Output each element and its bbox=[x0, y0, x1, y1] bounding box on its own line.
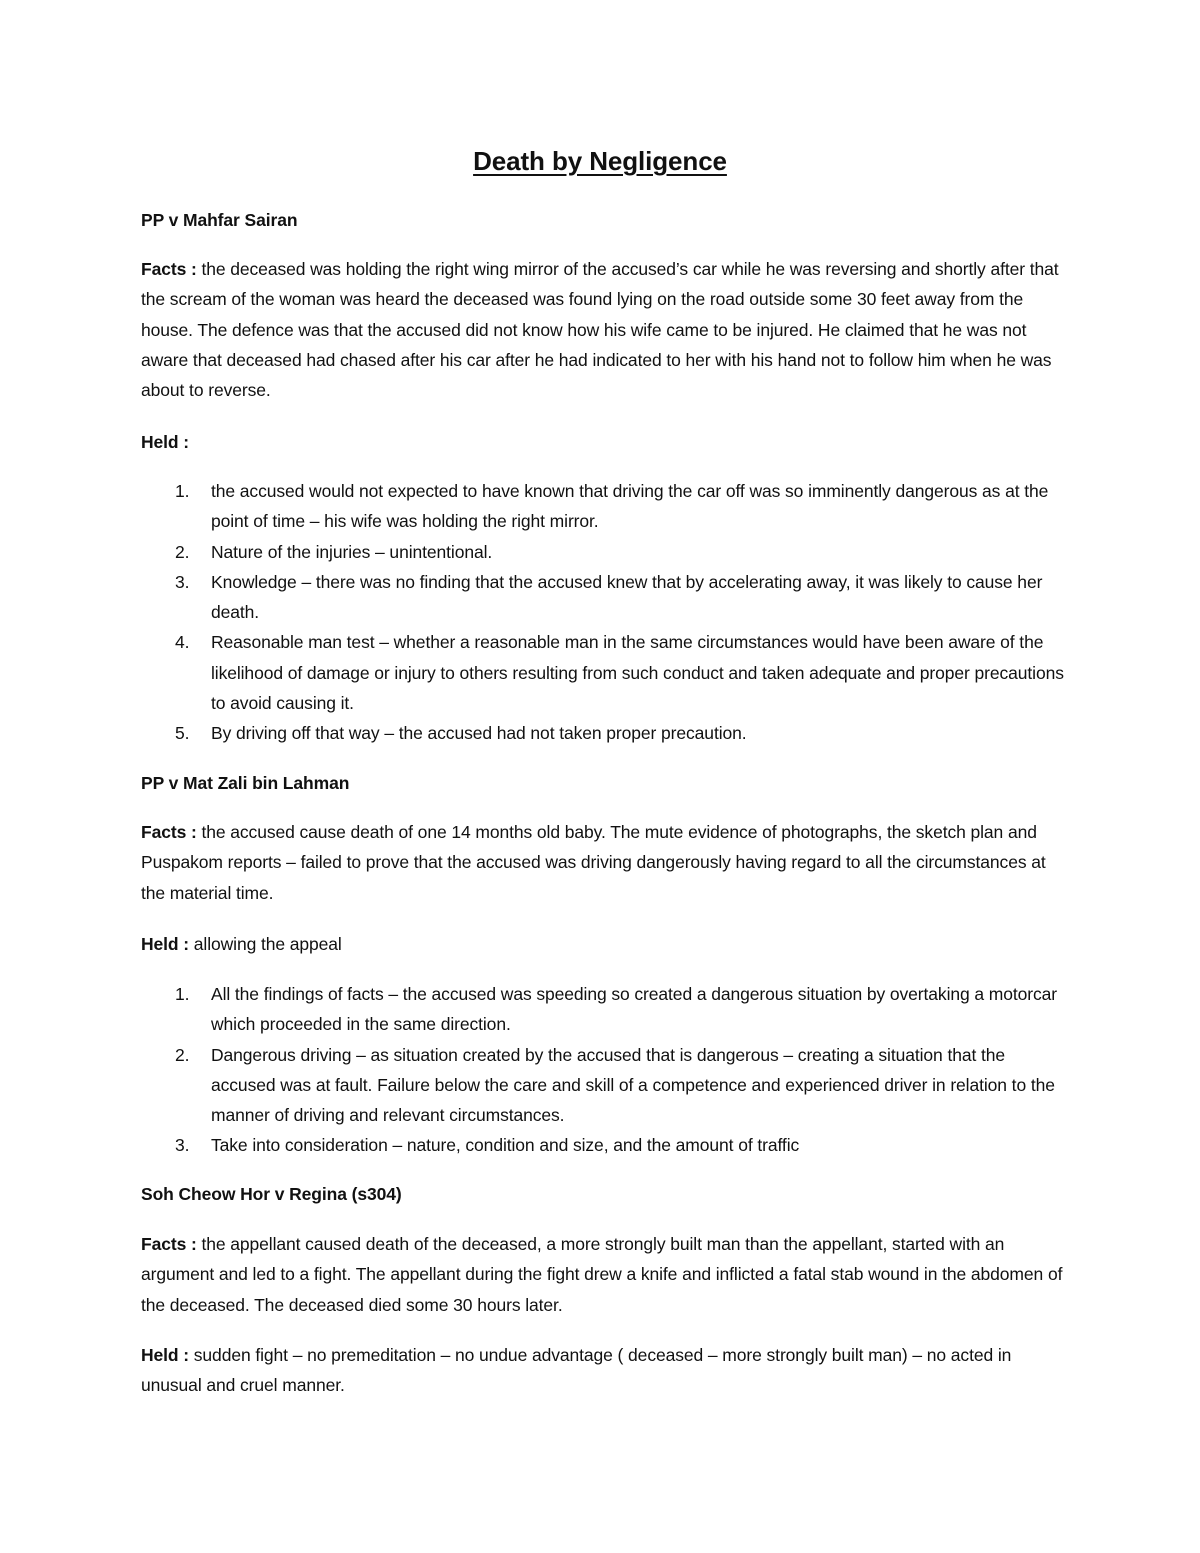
list-number: 1. bbox=[175, 481, 190, 501]
case-facts bbox=[141, 1229, 1071, 1320]
document-title: Death by Negligence bbox=[473, 146, 727, 176]
held-list bbox=[141, 476, 1071, 749]
list-item bbox=[141, 627, 1071, 718]
case-heading: Soh Cheow Hor v Regina (s304) bbox=[141, 1184, 402, 1204]
facts-label: Facts : bbox=[141, 259, 197, 279]
case-heading: PP v Mahfar Sairan bbox=[141, 210, 298, 230]
list-number: 1. bbox=[175, 984, 190, 1004]
case-heading: PP v Mat Zali bin Lahman bbox=[141, 773, 350, 793]
list-number: 2. bbox=[175, 1044, 190, 1065]
list-text: By driving off that way – the accused had not taken proper precaution. bbox=[211, 723, 747, 744]
case-held bbox=[141, 427, 1071, 457]
list-item bbox=[141, 567, 1071, 628]
facts-text: the accused cause death of one 14 months old baby. The mute evidence of photographs, the sketch plan and Puspakom reports – failed to prove that the accused was driving dangerously having regard to all the circumstances at the material time. bbox=[141, 822, 1046, 903]
list-text: Knowledge – there was no finding that the accused knew that by accelerating away, it was likely to cause her death. bbox=[211, 571, 1043, 623]
facts-text: the appellant caused death of the deceased, a more strongly built man than the appellant, started with an argument and led to a fight. The appellant during the fight drew a knife and inflicted a fatal stab wound in the abdomen of the deceased. The deceased died some 30 hours later. bbox=[141, 1234, 1063, 1315]
list-number: 3. bbox=[175, 1135, 190, 1156]
case-facts bbox=[141, 817, 1071, 908]
case-facts bbox=[141, 254, 1071, 405]
list-number: 2. bbox=[175, 541, 190, 562]
case-held bbox=[141, 929, 1071, 959]
list-item bbox=[141, 476, 1071, 537]
list-number: 3. bbox=[175, 571, 190, 592]
facts-label: Facts : bbox=[141, 1234, 197, 1254]
held-label: Held : bbox=[141, 934, 190, 954]
list-text: Nature of the injuries – unintentional. bbox=[211, 541, 493, 562]
list-item bbox=[141, 1040, 1071, 1131]
held-list bbox=[141, 979, 1071, 1161]
held-label: Held : bbox=[141, 432, 190, 452]
list-text: Dangerous driving – as situation created by the accused that is dangerous – creating a situation that the accused was at fault. Failure below the care and skill of a competence and experienced driver in relation to the manner of driving and relevant circumstances. bbox=[211, 1044, 1055, 1126]
facts-label: Facts : bbox=[141, 822, 197, 842]
held-text: allowing the appeal bbox=[189, 934, 342, 954]
list-item bbox=[141, 537, 1071, 567]
list-item bbox=[141, 979, 1071, 1040]
list-text: Reasonable man test – whether a reasonable man in the same circumstances would have been aware of the likelihood of damage or injury to others resulting from such conduct and taken adequate and proper precautions to avoid causing it. bbox=[211, 632, 1064, 714]
list-text: All the findings of facts – the accused was speeding so created a dangerous situation by overtaking a motorcar which proceeded in the same direction. bbox=[211, 984, 1058, 1035]
list-number: 5. bbox=[175, 723, 190, 744]
held-label: Held : bbox=[141, 1345, 190, 1365]
list-text: Take into consideration – nature, condition and size, and the amount of traffic bbox=[211, 1135, 800, 1156]
held-text: sudden fight – no premeditation – no undue advantage ( deceased – more strongly built man) – no acted in unusual and cruel manner. bbox=[141, 1345, 1012, 1396]
case-held bbox=[141, 1340, 1071, 1401]
list-number: 4. bbox=[175, 632, 190, 653]
list-item bbox=[141, 1130, 1071, 1160]
list-item bbox=[141, 718, 1071, 748]
facts-text: the deceased was holding the right wing mirror of the accused’s car while he was reversing and shortly after that the scream of the woman was heard the deceased was found lying on the road outside some 30 feet away from the house. The defence was that the accused did not know how his wife came to be injured. He claimed that he was not aware that deceased had chased after his car after he had indicated to her with his hand not to follow him when he was about to reverse. bbox=[141, 259, 1059, 401]
list-text: the accused would not expected to have known that driving the car off was so imminently dangerous as at the point of time – his wife was holding the right mirror. bbox=[211, 481, 1049, 532]
